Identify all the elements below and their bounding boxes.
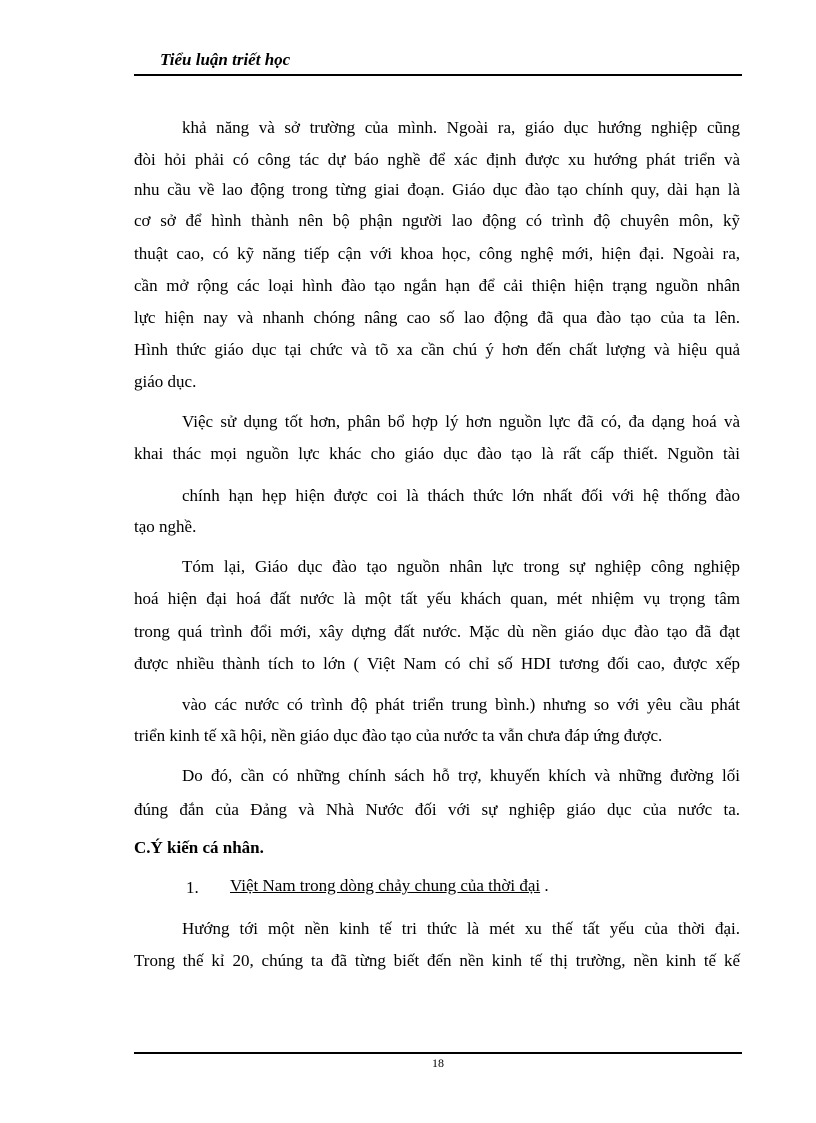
paragraph-line: đòi hỏi phải có công tác dự báo nghề để xác định được xu hướng phát triển và [134, 150, 740, 169]
paragraph-line: cơ sở để hình thành nên bộ phận người lao động có trình độ chuyên môn, kỹ [134, 211, 740, 230]
paragraph-line: được nhiều thành tích to lớn ( Việt Nam có chỉ số HDI tương đối cao, được xếp [134, 654, 740, 673]
sub-heading [230, 871, 549, 901]
paragraph-line: Việc sử dụng tốt hơn, phân bổ hợp lý hơn nguồn lực đã có, đa dạng hoá và [182, 412, 740, 431]
header-title: Tiểu luận triết học [160, 50, 291, 69]
paragraph-line: hoá hiện đại hoá đất nước là một tất yếu khách quan, mét nhiệm vụ trọng tâm [134, 589, 740, 608]
paragraph-line: thuật cao, có kỹ năng tiếp cận với khoa học, công nghệ mới, hiện đại. Ngoài ra, [134, 244, 740, 263]
sub-heading-number: 1. [186, 878, 199, 897]
paragraph-line: Do đó, cần có những chính sách hỗ trợ, khuyến khích và những đường lối [182, 766, 740, 785]
header-rule [134, 74, 742, 76]
sub-heading-suffix: . [540, 876, 549, 895]
paragraph-line: tạo nghề. [134, 517, 197, 536]
paragraph-line: Trong thế kỉ 20, chúng ta đã từng biết đến nền kinh tế thị trường, nền kinh tế kế [134, 951, 740, 970]
paragraph-line: giáo dục. [134, 372, 197, 391]
paragraph-line: trong quá trình đổi mới, xây dựng đất nước. Mặc dù nền giáo dục đào tạo đã đạt [134, 622, 740, 641]
paragraph-line: nhu cầu về lao động trong từng giai đoạn. Giáo dục đào tạo chính quy, dài hạn là [134, 180, 740, 199]
paragraph-line: đúng đắn của Đảng và Nhà Nước đối với sự nghiệp giáo dục của nước ta. [134, 800, 740, 819]
paragraph-line: khả năng và sở trường của mình. Ngoài ra, giáo dục hướng nghiệp cũng [182, 118, 740, 137]
section-heading: C.Ý kiến cá nhân. [134, 838, 264, 857]
paragraph-line: khai thác mọi nguồn lực khác cho giáo dục đào tạo là rất cấp thiết. Nguồn tài [134, 444, 740, 463]
sub-heading-title: Việt Nam trong dòng chảy chung của thời đại [230, 876, 541, 895]
paragraph-line: triển kinh tế xã hội, nền giáo dục đào tạo của nước ta vẫn chưa đáp ứng được. [134, 726, 663, 745]
paragraph-line: vào các nước có trình độ phát triển trung bình.) nhưng so với yêu cầu phát [182, 695, 740, 714]
page-number: 18 [432, 1056, 444, 1070]
paragraph-line: Tóm lại, Giáo dục đào tạo nguồn nhân lực trong sự nghiệp công nghiệp [182, 557, 740, 576]
paragraph-line: chính hạn hẹp hiện được coi là thách thức lớn nhất đối với hệ thống đào [182, 486, 740, 505]
paragraph-line: lực hiện nay và nhanh chóng nâng cao số lao động đã qua đào tạo của ta lên. [134, 308, 740, 327]
paragraph-line: Hình thức giáo dục tại chức và tõ xa cần chú ý hơn đến chất lượng và hiệu quả [134, 340, 740, 359]
paragraph-line: Hướng tới một nền kinh tế tri thức là mét xu thế tất yếu của thời đại. [182, 919, 740, 938]
footer-rule [134, 1052, 742, 1054]
paragraph-line: cần mở rộng các loại hình đào tạo ngắn hạn để cải thiện hiện trạng nguồn nhân [134, 276, 740, 295]
